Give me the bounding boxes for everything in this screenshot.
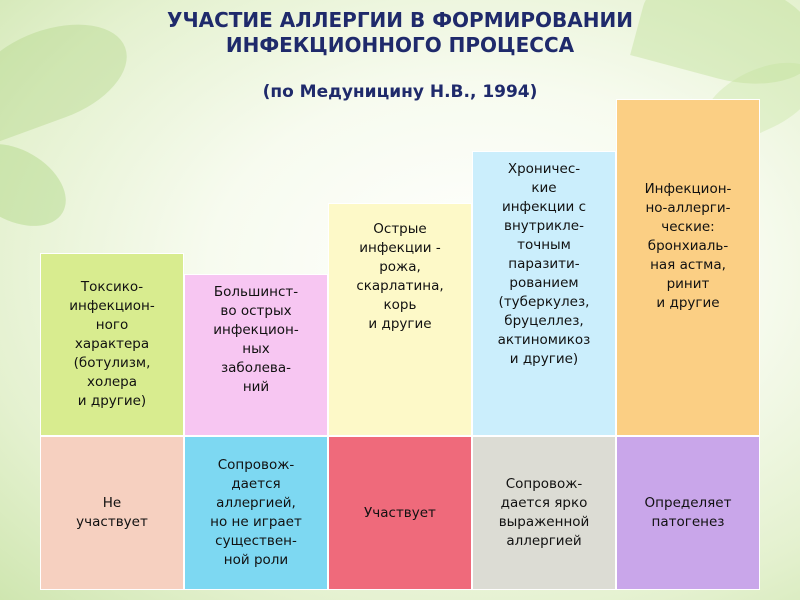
decorative-leaf <box>0 127 80 243</box>
column-5-type-cell: Инфекцион- но-аллерги- ческие: бронхиаль- ная астма, ринит и другие <box>616 99 760 436</box>
page-subtitle: (по Медуницину Н.В., 1994) <box>262 82 538 102</box>
column-3-type-cell: Острые инфекции - рожа, скарлатина, корь и другие <box>328 203 472 436</box>
column-1-type-cell: Токсико- инфекцион- ного характера (ботулизм, холера и другие) <box>40 253 184 436</box>
column-1-role-cell: Не участвует <box>40 436 184 590</box>
column-4-role-cell: Сопровож- дается ярко выраженной аллергией <box>472 436 616 590</box>
column-2-type-cell: Большинст- во острых инфекцион- ных заболева- ний <box>184 274 328 436</box>
column-2-role-cell: Сопровож- дается аллергией, но не играет существен- ной роли <box>184 436 328 590</box>
column-3-role-cell: Участвует <box>328 436 472 590</box>
column-5-role-cell: Определяет патогенез <box>616 436 760 590</box>
column-4-type-cell: Хроничес- кие инфекции с внутрикле- точным паразити- рованием (туберкулез, бруцеллез, актиномикоз и другие) <box>472 151 616 436</box>
page-title: УЧАСТИЕ АЛЛЕРГИИ В ФОРМИРОВАНИИ ИНФЕКЦИОННОГО ПРОЦЕССА <box>167 8 633 57</box>
